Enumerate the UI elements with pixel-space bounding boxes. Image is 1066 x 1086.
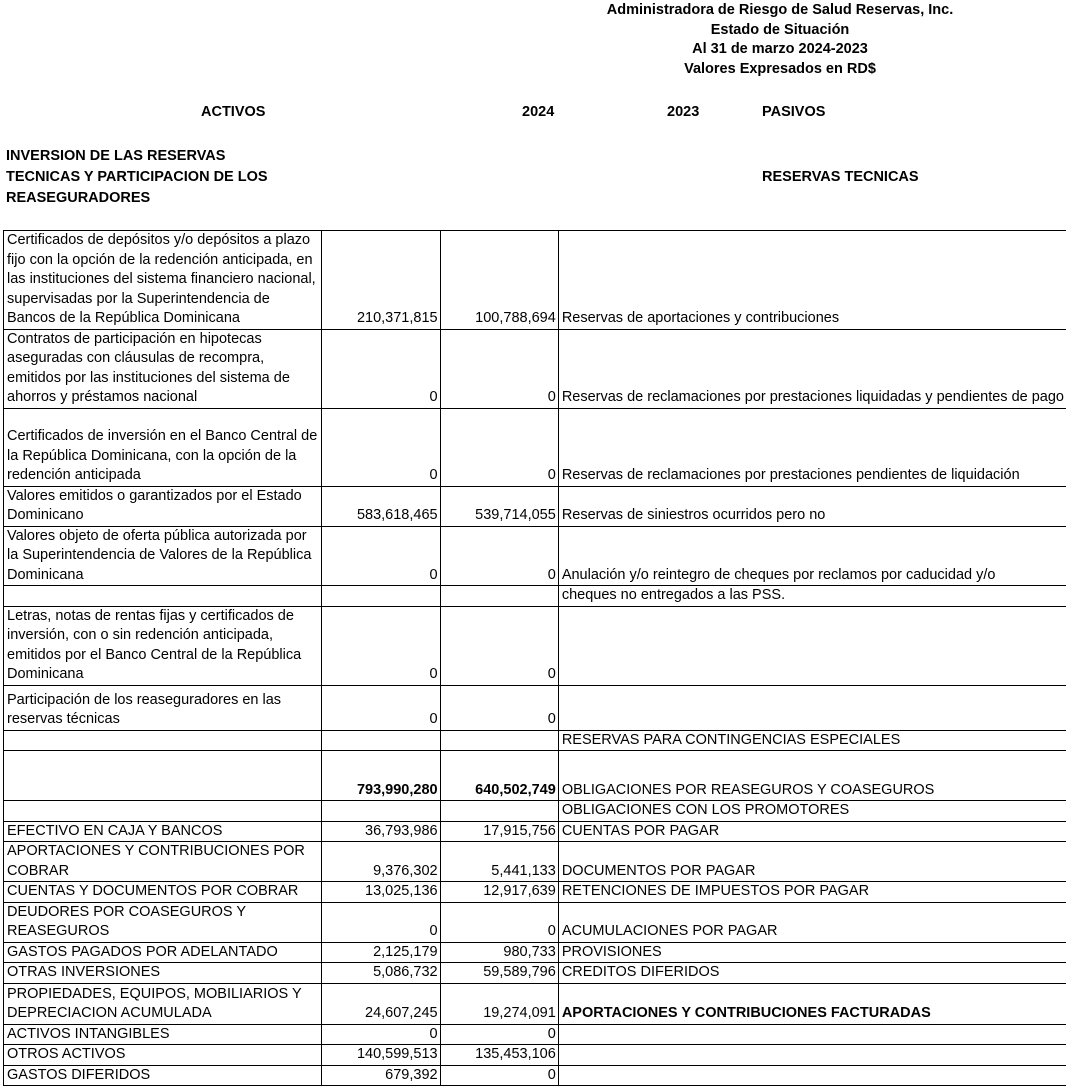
section-inversion-line: INVERSION DE LAS RESERVAS [6, 146, 268, 167]
value-2023-cell: 5,441,133 [440, 842, 558, 882]
pasivo-cell: cheques no entregados a las PSS. [558, 586, 1066, 607]
pasivo-cell: DOCUMENTOS POR PAGAR [558, 842, 1066, 882]
table-row [4, 1024, 1066, 1045]
section-reservas-tecnicas: RESERVAS TECNICAS [762, 167, 919, 188]
value-2024-cell: 2,125,179 [321, 942, 440, 963]
table-row [4, 730, 1066, 751]
section-inversion [6, 146, 268, 209]
pasivo-cell: CUENTAS POR PAGAR [558, 821, 1066, 842]
activo-cell: Valores emitidos o garantizados por el Estado Dominicano [4, 486, 322, 526]
table-row [4, 606, 1066, 685]
table-row [4, 902, 1066, 942]
activo-cell [4, 751, 322, 801]
value-2023-cell: 640,502,749 [440, 751, 558, 801]
pasivo-cell: RESERVAS PARA CONTINGENCIAS ESPECIALES [558, 730, 1066, 751]
table-row [4, 751, 1066, 801]
period-label: Al 31 de marzo 2024-2023 [545, 40, 1015, 60]
col-header-2024: 2024 [522, 104, 554, 120]
value-2024-cell [321, 730, 440, 751]
pasivo-cell: APORTACIONES Y CONTRIBUCIONES FACTURADAS [558, 983, 1066, 1024]
activo-cell: GASTOS PAGADOS POR ADELANTADO [4, 942, 322, 963]
table-row [4, 963, 1066, 984]
value-2024-cell: 5,086,732 [321, 963, 440, 984]
value-2023-cell: 12,917,639 [440, 882, 558, 903]
value-2024-cell: 583,618,465 [321, 486, 440, 526]
activo-cell: DEUDORES POR COASEGUROS Y REASEGUROS [4, 902, 322, 942]
value-2024-cell: 210,371,815 [321, 231, 440, 330]
table-row [4, 942, 1066, 963]
value-2024-cell: 140,599,513 [321, 1045, 440, 1066]
table-row [4, 231, 1066, 330]
value-2023-cell: 17,915,756 [440, 821, 558, 842]
value-2023-cell: 0 [440, 526, 558, 586]
activo-cell: Participación de los reaseguradores en las reservas técnicas [4, 685, 322, 730]
activo-cell: Certificados de inversión en el Banco Central de la República Dominicana, con la opción de la redención anticipada [4, 408, 322, 486]
pasivo-cell: Reservas de reclamaciones por prestaciones pendientes de liquidación [558, 408, 1066, 486]
col-header-activos: ACTIVOS [201, 104, 265, 120]
value-2024-cell: 0 [321, 329, 440, 408]
value-2024-cell [321, 801, 440, 822]
value-2024-cell: 0 [321, 902, 440, 942]
value-2023-cell: 0 [440, 606, 558, 685]
value-2024-cell: 679,392 [321, 1065, 440, 1086]
value-2023-cell: 0 [440, 1065, 558, 1086]
currency-label: Valores Expresados en RD$ [545, 60, 1015, 80]
pasivo-cell: Anulación y/o reintegro de cheques por reclamos por caducidad y/o [558, 526, 1066, 586]
activo-cell: PROPIEDADES, EQUIPOS, MOBILIARIOS Y DEPRECIACION ACUMULADA [4, 983, 322, 1024]
col-header-2023: 2023 [667, 104, 699, 120]
value-2023-cell [440, 586, 558, 607]
company-name: Administradora de Riesgo de Salud Reservas, Inc. [545, 1, 1015, 21]
activo-cell: GASTOS DIFERIDOS [4, 1065, 322, 1086]
table-row [4, 842, 1066, 882]
table-row [4, 983, 1066, 1024]
table-row [4, 408, 1066, 486]
value-2023-cell: 0 [440, 1024, 558, 1045]
activo-cell [4, 730, 322, 751]
activo-cell: OTROS ACTIVOS [4, 1045, 322, 1066]
pasivo-cell: CREDITOS DIFERIDOS [558, 963, 1066, 984]
pasivo-cell: RETENCIONES DE IMPUESTOS POR PAGAR [558, 882, 1066, 903]
value-2023-cell: 135,453,106 [440, 1045, 558, 1066]
value-2024-cell [321, 586, 440, 607]
activo-cell [4, 586, 322, 607]
value-2023-cell: 19,274,091 [440, 983, 558, 1024]
section-inversion-line: REASEGURADORES [6, 188, 268, 209]
value-2023-cell: 100,788,694 [440, 231, 558, 330]
pasivo-cell: Reservas de aportaciones y contribuciones [558, 231, 1066, 330]
value-2023-cell: 980,733 [440, 942, 558, 963]
value-2023-cell: 0 [440, 329, 558, 408]
pasivo-cell: ACUMULACIONES POR PAGAR [558, 902, 1066, 942]
pasivo-cell: OBLIGACIONES CON LOS PROMOTORES [558, 801, 1066, 822]
value-2023-cell: 0 [440, 408, 558, 486]
value-2024-cell: 13,025,136 [321, 882, 440, 903]
pasivo-cell [558, 1024, 1066, 1045]
value-2023-cell [440, 730, 558, 751]
activo-cell: EFECTIVO EN CAJA Y BANCOS [4, 821, 322, 842]
value-2024-cell: 36,793,986 [321, 821, 440, 842]
value-2024-cell: 0 [321, 526, 440, 586]
table-row [4, 685, 1066, 730]
value-2023-cell: 0 [440, 902, 558, 942]
activo-cell: ACTIVOS INTANGIBLES [4, 1024, 322, 1045]
value-2024-cell: 24,607,245 [321, 983, 440, 1024]
activo-cell: Certificados de depósitos y/o depósitos a plazo fijo con la opción de la redención anticipada, en las instituciones del sistema financiero nacional, supervisadas por la Superintendencia de Bancos de la República Dominicana [4, 231, 322, 330]
pasivo-cell: Reservas de siniestros ocurridos pero no [558, 486, 1066, 526]
value-2023-cell: 539,714,055 [440, 486, 558, 526]
pasivo-cell [558, 685, 1066, 730]
activo-cell [4, 801, 322, 822]
table-row [4, 526, 1066, 586]
value-2024-cell: 0 [321, 408, 440, 486]
table-row [4, 329, 1066, 408]
statement-title: Estado de Situación [545, 21, 1015, 41]
table-row [4, 1065, 1066, 1086]
value-2023-cell [440, 801, 558, 822]
table-row [4, 586, 1066, 607]
pasivo-cell: OBLIGACIONES POR REASEGUROS Y COASEGUROS [558, 751, 1066, 801]
table-row [4, 801, 1066, 822]
value-2024-cell: 9,376,302 [321, 842, 440, 882]
value-2024-cell: 0 [321, 606, 440, 685]
value-2023-cell: 59,589,796 [440, 963, 558, 984]
pasivo-cell [558, 606, 1066, 685]
value-2023-cell: 0 [440, 685, 558, 730]
section-inversion-line: TECNICAS Y PARTICIPACION DE LOS [6, 167, 268, 188]
table-row [4, 882, 1066, 903]
activo-cell: APORTACIONES Y CONTRIBUCIONES POR COBRAR [4, 842, 322, 882]
pasivo-cell: Reservas de reclamaciones por prestaciones liquidadas y pendientes de pago [558, 329, 1066, 408]
value-2024-cell: 793,990,280 [321, 751, 440, 801]
activo-cell: Valores objeto de oferta pública autorizada por la Superintendencia de Valores de la República Dominicana [4, 526, 322, 586]
value-2024-cell: 0 [321, 685, 440, 730]
col-header-pasivos: PASIVOS [762, 104, 825, 120]
balance-sheet-table [3, 230, 1066, 1086]
activo-cell: CUENTAS Y DOCUMENTOS POR COBRAR [4, 882, 322, 903]
activo-cell: Letras, notas de rentas fijas y certificados de inversión, con o sin redención anticipada, emitidos por el Banco Central de la República Dominicana [4, 606, 322, 685]
table-row [4, 1045, 1066, 1066]
pasivo-cell [558, 1065, 1066, 1086]
value-2024-cell: 0 [321, 1024, 440, 1045]
pasivo-cell: PROVISIONES [558, 942, 1066, 963]
table-row [4, 486, 1066, 526]
activo-cell: Contratos de participación en hipotecas aseguradas con cláusulas de recompra, emitidos por las instituciones del sistema de ahorros y préstamos nacional [4, 329, 322, 408]
pasivo-cell [558, 1045, 1066, 1066]
table-row [4, 821, 1066, 842]
activo-cell: OTRAS INVERSIONES [4, 963, 322, 984]
report-header [545, 1, 1015, 79]
